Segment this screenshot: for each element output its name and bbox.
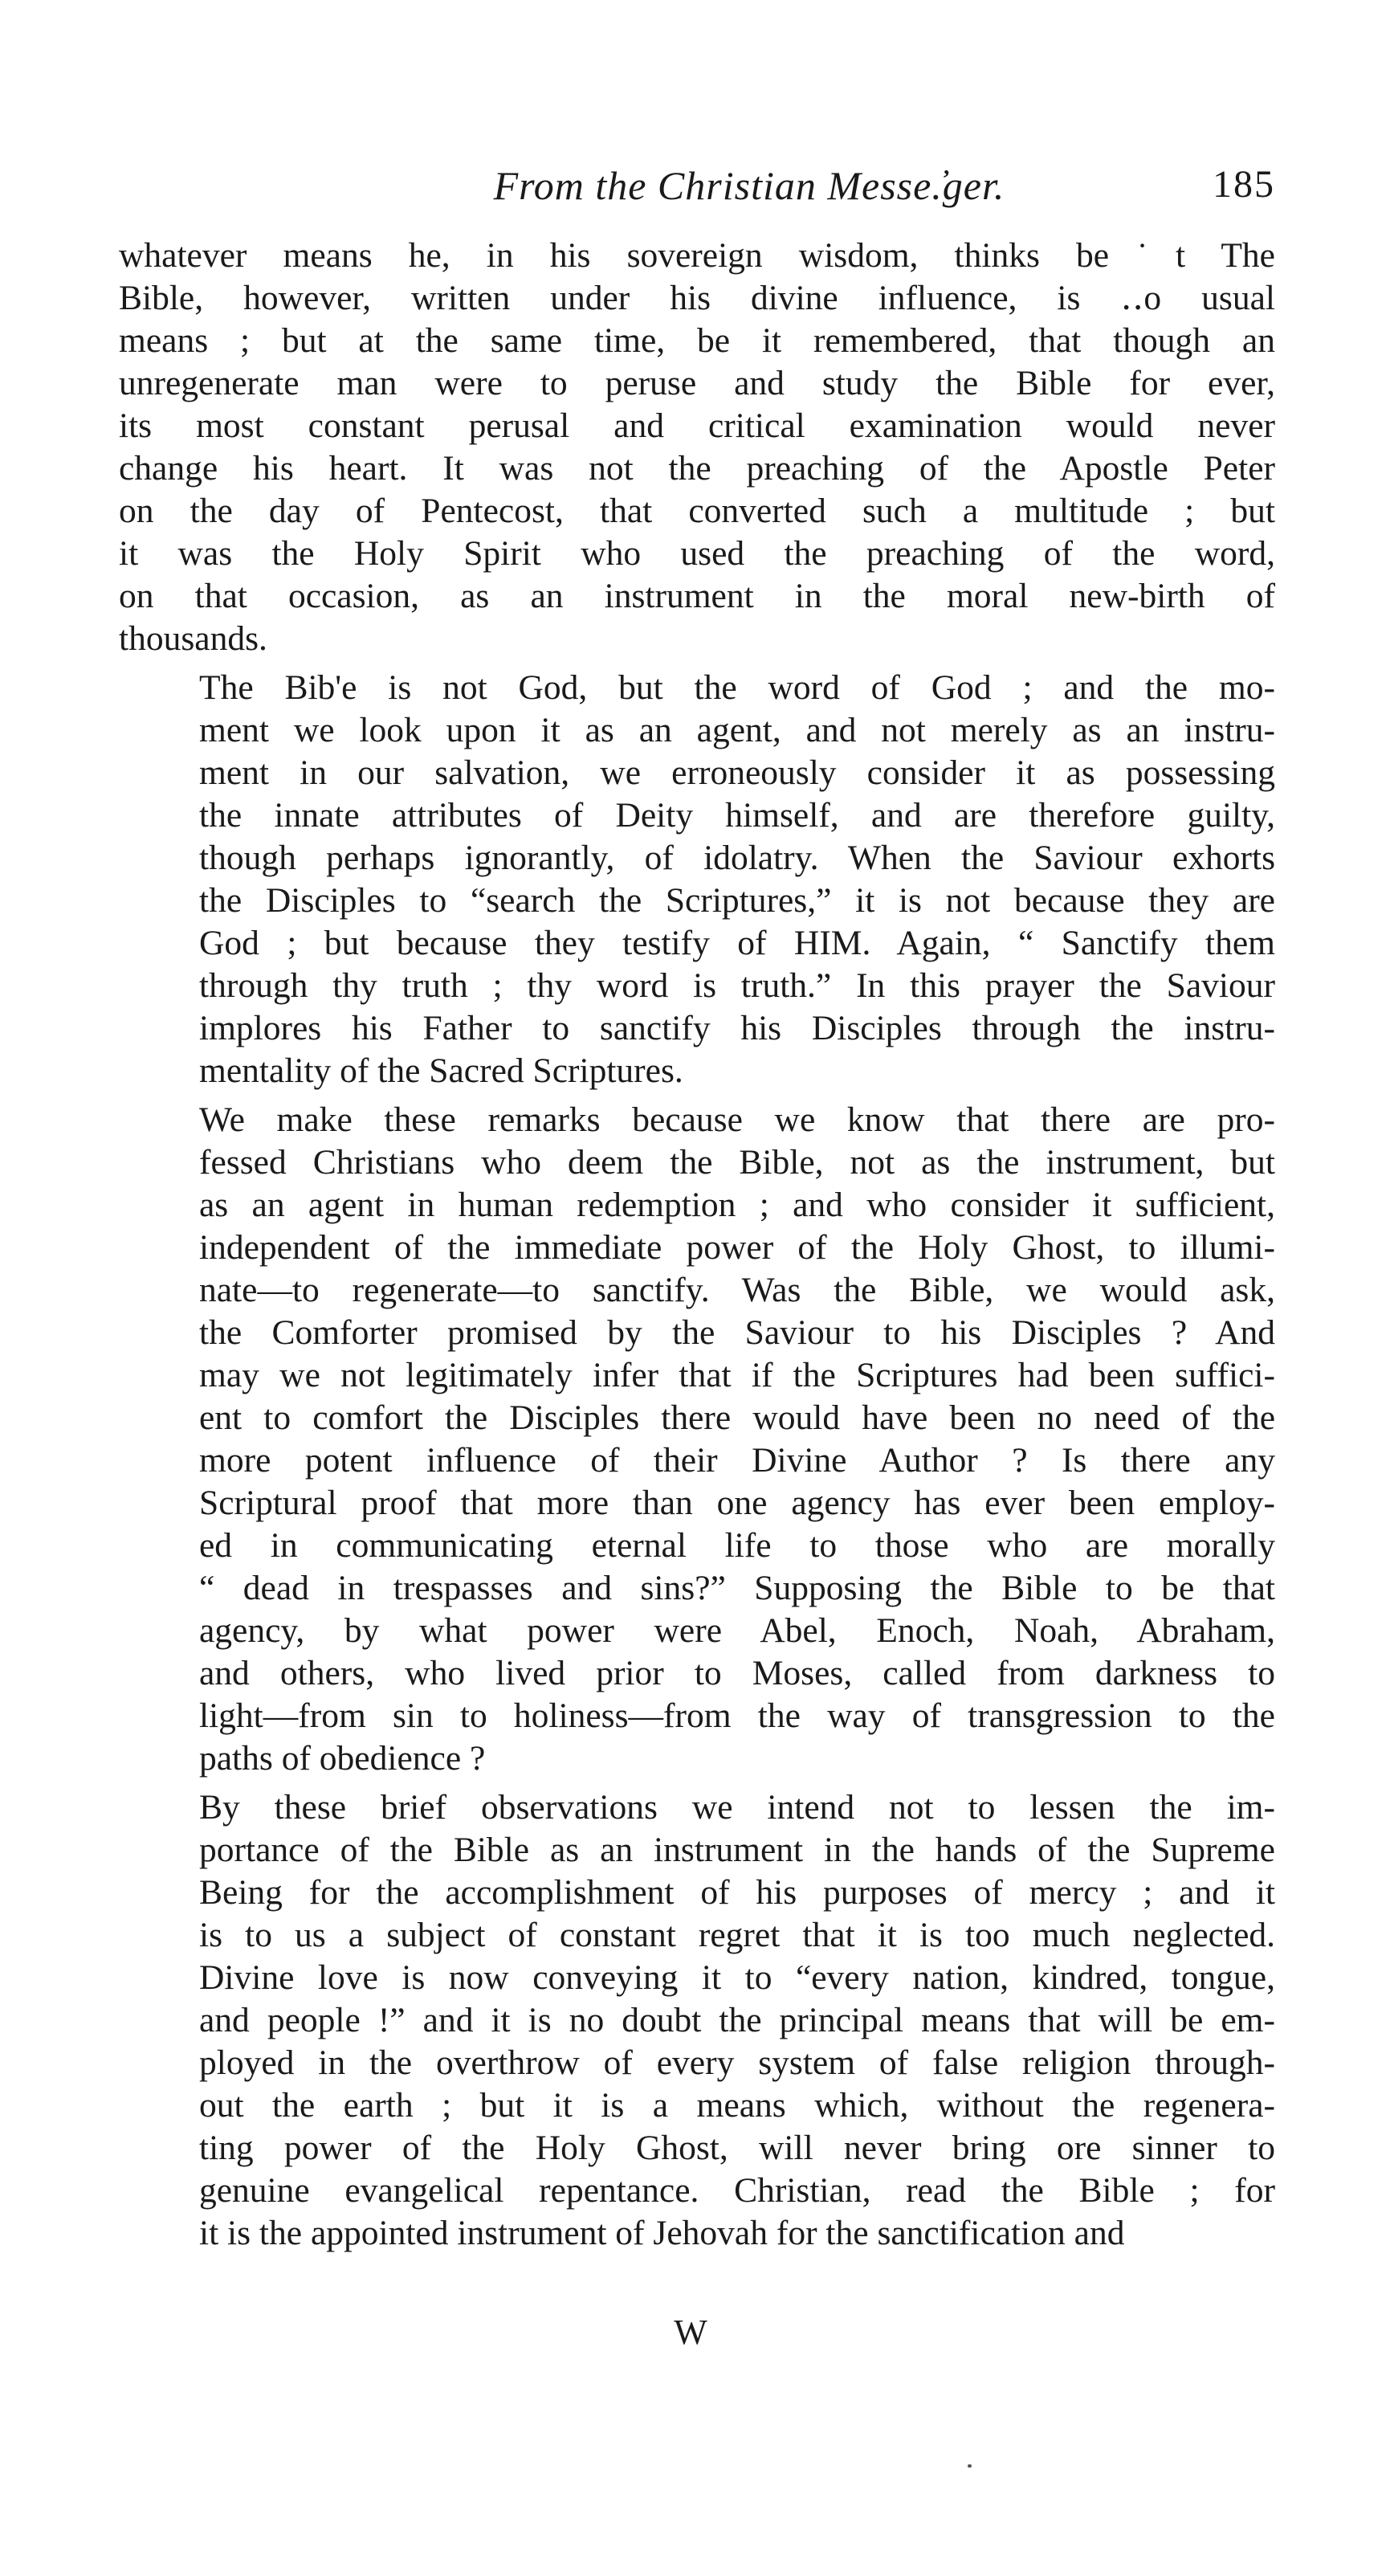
text-line: on the day of Pentecost, that converted such a multitude ; but <box>119 492 1275 530</box>
paragraph-1 <box>119 235 1275 660</box>
text-line: implores his Father to sanctify his Disciples through the instru- <box>199 1009 1275 1047</box>
text-line: nate—to regenerate—to sanctify. Was the Bible, we would ask, <box>199 1271 1275 1309</box>
text-line: light—from sin to holiness—from the way of transgression to the <box>199 1696 1275 1735</box>
text-line: Divine love is now conveying it to “every nation, kindred, tongue, <box>199 1958 1275 1997</box>
text-line: agency, by what power were Abel, Enoch, Noah, Abraham, <box>199 1611 1275 1650</box>
text-line: By these brief observations we intend not to lessen the im- <box>199 1788 1275 1827</box>
text-line: independent of the immediate power of the Holy Ghost, to illumi- <box>199 1228 1275 1267</box>
text-line: is to us a subject of constant regret that it is too much neglected. <box>199 1916 1275 1954</box>
running-head <box>119 162 1275 210</box>
text-line: the innate attributes of Deity himself, and are therefore guilty, <box>199 796 1275 835</box>
text-line: We make these remarks because we know that there are pro- <box>199 1100 1275 1139</box>
text-line: its most constant perusal and critical examination would never <box>119 406 1275 445</box>
text-line: fessed Christians who deem the Bible, not as the instrument, but <box>199 1143 1275 1182</box>
paragraph-4 <box>119 1786 1275 2255</box>
text-line: change his heart. It was not the preaching of the Apostle Peter <box>119 449 1275 488</box>
body-text <box>119 235 1275 2255</box>
running-title: From the Christian Messe.̓ger. <box>493 163 1005 208</box>
text-line: the Comforter promised by the Saviour to his Disciples ? And <box>199 1313 1275 1352</box>
text-line: God ; but because they testify of HIM. Again, “ Sanctify them <box>199 924 1275 962</box>
text-line: Bible, however, written under his divine influence, is ‥o usual <box>119 279 1275 317</box>
text-line: ting power of the Holy Ghost, will never bring ore sinner to <box>199 2129 1275 2167</box>
text-line: and people !” and it is no doubt the principal means that will be em- <box>199 2001 1275 2039</box>
text-line: ployed in the overthrow of every system of false religion through- <box>199 2043 1275 2082</box>
text-line: more potent influence of their Divine Author ? Is there any <box>199 1441 1275 1480</box>
text-line: Being for the accomplishment of his purposes of mercy ; and it <box>199 1873 1275 1912</box>
text-line: whatever means he, in his sovereign wisdom, thinks be˙t The <box>119 236 1275 275</box>
signature-mark: W <box>674 2313 707 2352</box>
text-line: and others, who lived prior to Moses, called from darkness to <box>199 1654 1275 1692</box>
text-line: portance of the Bible as an instrument in the hands of the Supreme <box>199 1831 1275 1869</box>
text-line: on that occasion, as an instrument in the moral new-birth of <box>119 577 1275 615</box>
text-line: the Disciples to “search the Scriptures,” it is not because they are <box>199 881 1275 920</box>
text-line: though perhaps ignorantly, of idolatry. When the Saviour exhorts <box>199 839 1275 877</box>
text-line: it was the Holy Spirit who used the preaching of the word, <box>119 534 1275 573</box>
paragraph-3 <box>119 1099 1275 1780</box>
text-line: unregenerate man were to peruse and study the Bible for ever, <box>119 364 1275 402</box>
text-line: through thy truth ; thy word is truth.” In this prayer the Saviour <box>199 966 1275 1005</box>
text-line: Scriptural proof that more than one agency has ever been employ- <box>199 1484 1275 1522</box>
paragraph-2 <box>119 667 1275 1092</box>
text-line: out the earth ; but it is a means which, without the regenera- <box>199 2086 1275 2125</box>
text-line: means ; but at the same time, be it remembered, that though an <box>119 321 1275 360</box>
text-line: as an agent in human redemption ; and who consider it sufficient, <box>199 1186 1275 1224</box>
text-line: thousands. <box>119 619 267 658</box>
text-line: it is the appointed instrument of Jehovah for the sanctification and <box>199 2214 1125 2252</box>
text-line: The Bib'e is not God, but the word of God ; and the mo- <box>199 668 1275 707</box>
text-line: may we not legitimately infer that if the Scriptures had been suffici- <box>199 1356 1275 1394</box>
text-line: ment we look upon it as an agent, and not merely as an instru- <box>199 711 1275 749</box>
text-line: mentality of the Sacred Scriptures. <box>199 1051 683 1090</box>
text-line: ed in communicating eternal life to those who are morally <box>199 1526 1275 1565</box>
text-line: paths of obedience ? <box>199 1739 486 1778</box>
text-line: genuine evangelical repentance. Christian, read the Bible ; for <box>199 2171 1275 2210</box>
stray-ink-dot <box>968 2464 972 2468</box>
text-line: ment in our salvation, we erroneously consider it as possessing <box>199 753 1275 792</box>
text-line: “ dead in trespasses and sins?” Supposing the Bible to be that <box>199 1569 1275 1607</box>
page-number: 185 <box>1213 163 1275 206</box>
text-line: ent to comfort the Disciples there would have been no need of the <box>199 1398 1275 1437</box>
